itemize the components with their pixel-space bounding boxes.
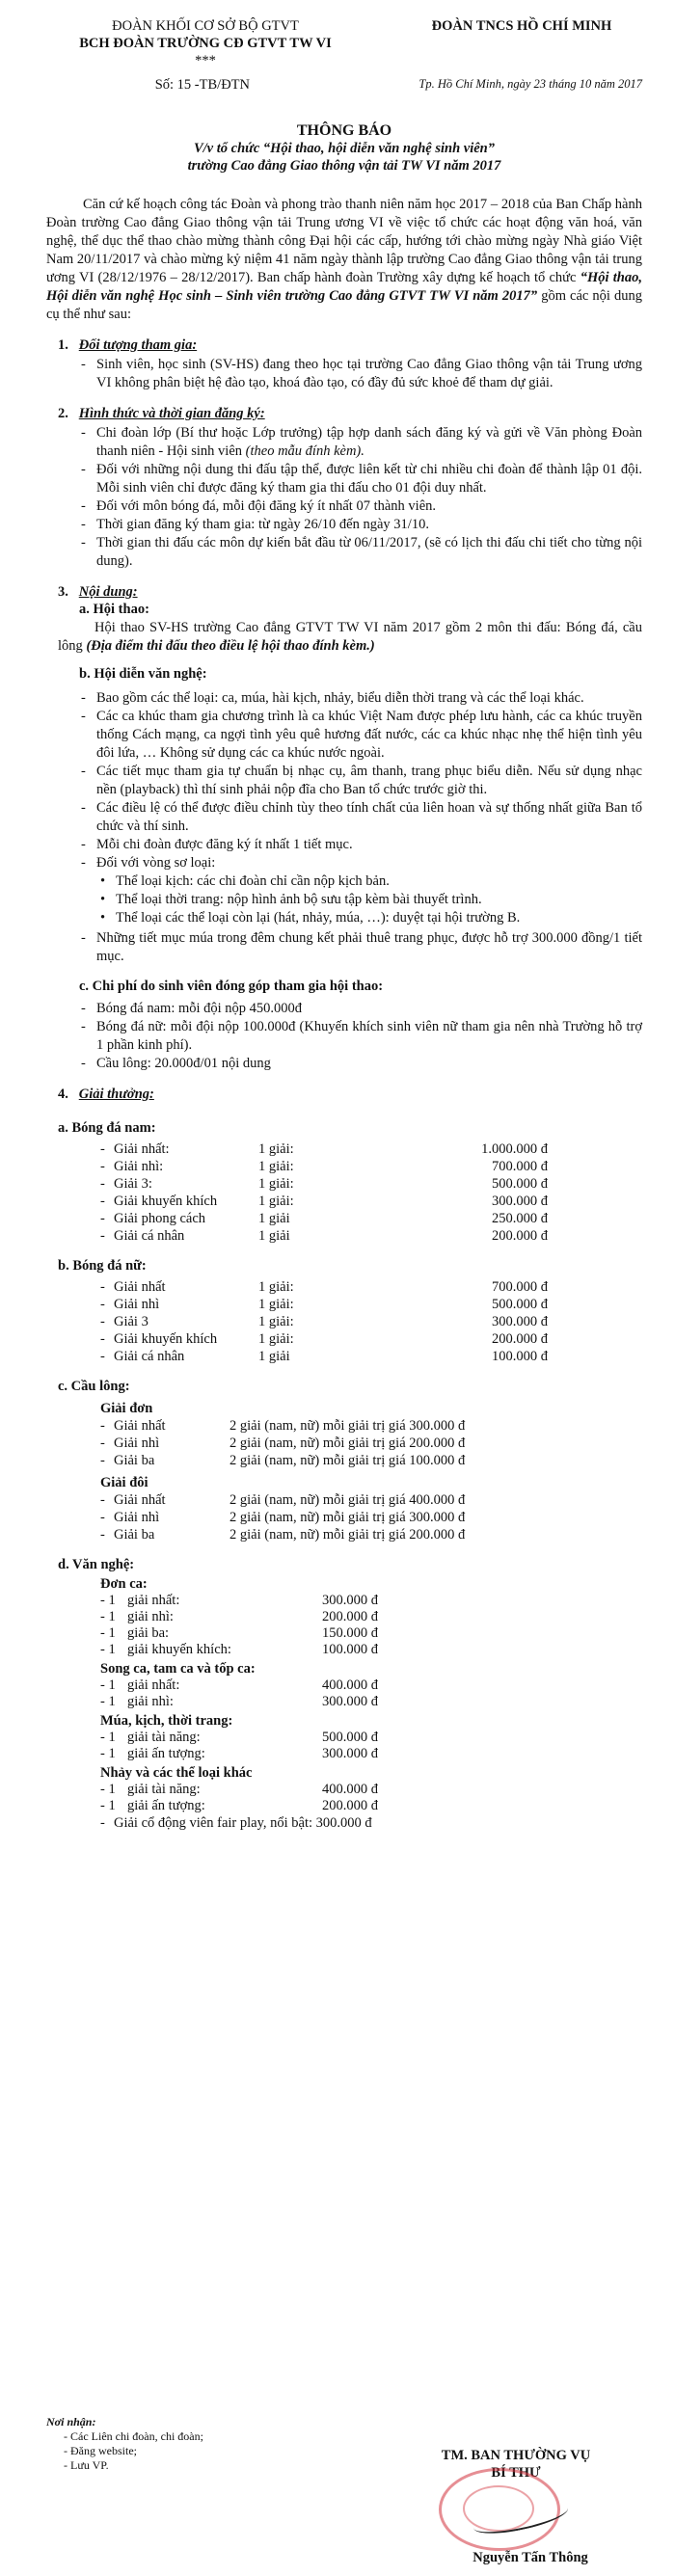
list-item: - Cầu lông: 20.000đ/01 nội dung <box>96 1055 642 1073</box>
number-date-row <box>46 77 642 94</box>
duet-table <box>100 1677 642 1710</box>
section-3b-list-tail <box>58 929 642 966</box>
football-women-table <box>100 1278 642 1365</box>
section-2-title: Hình thức và thời gian đăng ký: <box>78 406 265 421</box>
table-row: - Giải nhất 2 giải (nam, nữ) mỗi giải trị giá 400.000 đ <box>100 1491 642 1509</box>
table-row: - 1 giải tài năng: 500.000 đ <box>100 1730 642 1746</box>
place-date: Tp. Hồ Chí Minh, ngày 23 tháng 10 năm 2017 <box>418 77 642 91</box>
table-row: - Giải nhì 2 giải (nam, nữ) mỗi giải trị giá 200.000 đ <box>100 1435 642 1452</box>
table-row: - 1 giải ấn tượng: 300.000 đ <box>100 1746 642 1762</box>
issuer-block <box>46 17 364 69</box>
section-4 <box>58 1087 642 1832</box>
table-row: - Giải ba 2 giải (nam, nữ) mỗi giải trị giá 100.000 đ <box>100 1452 642 1469</box>
section-3a-paragraph <box>58 619 642 656</box>
singles-table <box>100 1417 642 1469</box>
table-row: - Giải 3: 1 giải: 500.000 đ <box>100 1175 642 1193</box>
section-4-heading: 4. Giải thưởng: <box>58 1087 154 1102</box>
section-4-title: Giải thưởng: <box>78 1087 154 1102</box>
dance-title: Múa, kịch, thời trang: <box>100 1713 233 1729</box>
list-item-text: Chi đoàn lớp (Bí thư hoặc Lớp trưởng) tập hợp danh sách đăng ký và gửi về Văn phòng Đoàn thanh niên - Hội sinh viên <box>96 425 642 459</box>
table-row: - Giải nhì: 1 giải: 700.000 đ <box>100 1158 642 1175</box>
list-item: - Đối với môn bóng đá, mỗi đội đăng ký ít nhất 07 thành viên. <box>96 497 642 516</box>
table-row: - Giải cá nhân 1 giải 200.000 đ <box>100 1227 642 1245</box>
intro-event-name: “Hội thao, Hội diễn văn nghệ Học sinh – Sinh viên trường Cao đẳng GTVT TW VI năm 2017” <box>46 270 643 304</box>
list-item: - Mỗi chi đoàn được đăng ký ít nhất 1 tiết mục. <box>96 836 642 854</box>
list-item: - Những tiết mục múa trong đêm chung kết phải thuê trang phục, được hỗ trợ 300.000 đồng/1 tiết mục. <box>96 929 642 966</box>
recipients-block <box>46 2415 203 2473</box>
list-item: - Bóng đá nữ: mỗi đội nộp 100.000đ (Khuyến khích sinh viên nữ tham gia nên nhà Trường hỗ trợ 1 phần kinh phí). <box>96 1018 642 1055</box>
table-row: - Giải 3 1 giải: 300.000 đ <box>100 1313 642 1330</box>
list-item: • Thể loại kịch: các chi đoàn chỉ cần nộp kịch bản. <box>116 872 642 891</box>
signature-title: TM. BAN THƯỜNG VỤ <box>441 2448 591 2463</box>
list-item: - Các ca khúc tham gia chương trình là ca khúc Việt Nam được phép lưu hành, các ca khúc truyền thống Cách mạng, ca ngợi tình yêu quê hương đất nước, các ca khúc nhạc nhẹ thể hiện tình yêu đôi lứa, … Không sử dụng các ca khúc nước ngoài. <box>96 708 642 763</box>
issuer-parent: ĐOÀN KHỐI CƠ SỞ BỘ GTVT <box>112 18 299 34</box>
list-item: - Đối với những nội dung thi đấu tập thể, được liên kết từ chi nhiều chi đoàn để thành lập 01 đội. Mỗi sinh viên chỉ được đăng ký tham gia thi đấu cho 01 đội duy nhất. <box>96 461 642 497</box>
section-3b-sublist <box>58 872 642 927</box>
list-item: - Các điều lệ có thể được điều chỉnh tùy theo tính chất của liên hoan và sự thống nhất giữa Ban tổ chức và thí sinh. <box>96 799 642 836</box>
football-men-title: a. Bóng đá nam: <box>58 1120 156 1136</box>
section-3-title: Nội dung: <box>78 584 138 600</box>
recipient-item: - Các Liên chi đoàn, chi đoàn; <box>64 2429 203 2443</box>
section-3b-title: b. Hội diễn văn nghệ: <box>79 666 207 682</box>
table-row: - 1 giải ba: 150.000 đ <box>100 1625 642 1642</box>
organization-name: ĐOÀN TNCS HỒ CHÍ MINH <box>431 18 612 34</box>
section-3-heading: 3. Nội dung: <box>58 584 138 600</box>
table-row: - Giải nhì 2 giải (nam, nữ) mỗi giải trị giá 300.000 đ <box>100 1509 642 1526</box>
document-header <box>46 17 642 69</box>
doc-number: Số: 15 -TB/ĐTN <box>154 77 250 93</box>
issuer-stars: *** <box>195 53 216 68</box>
table-row: - Giải nhất: 1 giải: 1.000.000 đ <box>100 1140 642 1158</box>
recipients-title: Nơi nhận: <box>46 2415 96 2428</box>
table-row: - Giải phong cách 1 giải 250.000 đ <box>100 1210 642 1227</box>
table-row: - 1 giải nhất: 300.000 đ <box>100 1593 642 1609</box>
list-item: - Bao gồm các thể loại: ca, múa, hài kịch, nhảy, biểu diễn thời trang và các thể loại khác. <box>96 689 642 708</box>
section-2 <box>58 406 642 571</box>
recipient-item: - Lưu VP. <box>64 2458 109 2472</box>
table-row: - Giải cá nhân 1 giải 100.000 đ <box>100 1348 642 1365</box>
signer-name: Nguyễn Tấn Thông <box>472 2550 588 2565</box>
table-row: - 1 giải khuyến khích: 100.000 đ <box>100 1642 642 1658</box>
list-item: - Sinh viên, học sinh (SV-HS) đang theo học tại trường Cao đẳng Giao thông vận tải Trung ương VI không phân biệt hệ đào tạo, khoá đào tạo, có đầy đủ sức khoẻ để tham dự giải. <box>96 356 642 392</box>
doubles-title: Giải đôi <box>100 1475 148 1490</box>
table-row: - 1 giải nhất: 400.000 đ <box>100 1677 642 1694</box>
list-item <box>96 424 642 461</box>
doc-title: THÔNG BÁO <box>296 122 392 139</box>
dance-table <box>100 1730 642 1762</box>
table-row: - 1 giải tài năng: 400.000 đ <box>100 1782 642 1798</box>
intro-section <box>46 196 642 324</box>
list-item: • Thể loại các thể loại còn lại (hát, nhảy, múa, …): duyệt tại hội trường B. <box>116 909 642 927</box>
doc-subtitle-1: V/v tổ chức “Hội thao, hội diễn văn nghệ sinh viên” <box>193 141 495 156</box>
issuer-name: BCH ĐOÀN TRƯỜNG CĐ GTVT TW VI <box>79 36 332 51</box>
duet-title: Song ca, tam ca và tốp ca: <box>100 1661 256 1677</box>
section-1 <box>58 337 642 392</box>
solo-table <box>100 1593 642 1658</box>
table-row: - Giải nhì 1 giải: 500.000 đ <box>100 1296 642 1313</box>
singles-title: Giải đơn <box>100 1401 153 1416</box>
section-3a-note: (Địa điểm thi đấu theo điều lệ hội thao đính kèm.) <box>86 638 375 654</box>
list-item: - Đối với vòng sơ loại: <box>96 854 642 872</box>
list-item: - Bóng đá nam: mỗi đội nộp 450.000đ <box>96 1000 642 1018</box>
doubles-table <box>100 1491 642 1543</box>
table-row: - 1 giải nhì: 200.000 đ <box>100 1609 642 1625</box>
football-women-title: b. Bóng đá nữ: <box>58 1258 147 1274</box>
section-1-heading: 1. Đối tượng tham gia: <box>58 337 198 353</box>
section-2-list <box>58 424 642 571</box>
list-item: - Thời gian thi đấu các môn dự kiến bắt đầu từ 06/11/2017, (sẽ có lịch thi đấu chi tiết cho từng nội dung). <box>96 534 642 571</box>
table-row: - Giải nhất 1 giải: 700.000 đ <box>100 1278 642 1296</box>
section-3 <box>58 584 642 1073</box>
list-item: - Thời gian đăng ký tham gia: từ ngày 26/10 đến ngày 31/10. <box>96 516 642 534</box>
section-1-list <box>58 356 642 392</box>
recipient-item: - Đăng website; <box>64 2444 137 2457</box>
fairplay-text: Giải cổ động viên fair play, nổi bật: 300.000 đ <box>114 1815 372 1831</box>
section-2-heading: 2. Hình thức và thời gian đăng ký: <box>58 406 265 421</box>
list-item: - Các tiết mục tham gia tự chuẩn bị nhạc cụ, âm thanh, trang phục biểu diễn. Nếu sử dụng nhạc nền (playback) thì thí sinh phải nộp đĩa cho Ban tổ chức trước giờ thi. <box>96 763 642 799</box>
intro-paragraph <box>46 196 642 324</box>
other-title: Nhảy và các thể loại khác <box>100 1765 253 1781</box>
fairplay-prize: - Giải cổ động viên fair play, nổi bật: 300.000 đ <box>100 1815 372 1831</box>
solo-title: Đơn ca: <box>100 1576 148 1592</box>
section-3b-list <box>58 689 642 872</box>
intro-tail: gồm các nội dung cụ thể như sau: <box>46 288 643 322</box>
arts-title: d. Văn nghệ: <box>58 1557 135 1572</box>
table-row: - Giải nhất 2 giải (nam, nữ) mỗi giải trị giá 300.000 đ <box>100 1417 642 1435</box>
table-row: - 1 giải ấn tượng: 200.000 đ <box>100 1798 642 1814</box>
doc-subtitle-2: trường Cao đẳng Giao thông vận tải TW VI năm 2017 <box>187 158 501 174</box>
table-row: - Giải khuyến khích 1 giải: 200.000 đ <box>100 1330 642 1348</box>
section-3c-title: c. Chi phí do sinh viên đóng góp tham gia hội thao: <box>79 979 384 994</box>
other-table <box>100 1782 642 1814</box>
table-row: - 1 giải nhì: 300.000 đ <box>100 1694 642 1710</box>
list-item: • Thể loại thời trang: nộp hình ảnh bộ sưu tập kèm bài thuyết trình. <box>116 891 642 909</box>
football-men-table <box>100 1140 642 1245</box>
section-3a-text: Hội thao SV-HS trường Cao đẳng GTVT TW VI năm 2017 gồm 2 môn thi đấu: Bóng đá, cầu lông <box>58 620 642 654</box>
organization-block <box>401 17 642 69</box>
table-row: - Giải ba 2 giải (nam, nữ) mỗi giải trị giá 200.000 đ <box>100 1526 642 1543</box>
badminton-title: c. Cầu lông: <box>58 1379 130 1394</box>
section-3a-title: a. Hội thao: <box>79 602 149 617</box>
section-1-title: Đối tượng tham gia: <box>78 337 198 353</box>
table-row: - Giải khuyến khích 1 giải: 300.000 đ <box>100 1193 642 1210</box>
signature-role: BÍ THƯ <box>491 2465 541 2481</box>
section-3c-list <box>58 1000 642 1073</box>
list-item-note: (theo mẫu đính kèm). <box>245 443 364 459</box>
intro-text: Căn cứ kế hoạch công tác Đoàn và phong trào thanh niên năm học 2017 – 2018 của Ban Chấp hành Đoàn trường Cao đẳng Giao thông vận tải Trung ương VI về việc tổ chức các hoạt động văn hoá, văn nghệ, thể dục thể thao chào mừng thành công Đại hội các cấp, hướng tới chào mừng ngày Nhà giáo Việt Nam 20/11/2017 và chào mừng kỷ niệm 41 năm ngày thành lập trường Cao đẳng Giao thông vận tải trung ương VI (28/12/1976 – 28/12/2017). Ban chấp hành đoàn Trường xây dựng kế hoạch tổ chức <box>46 197 642 285</box>
